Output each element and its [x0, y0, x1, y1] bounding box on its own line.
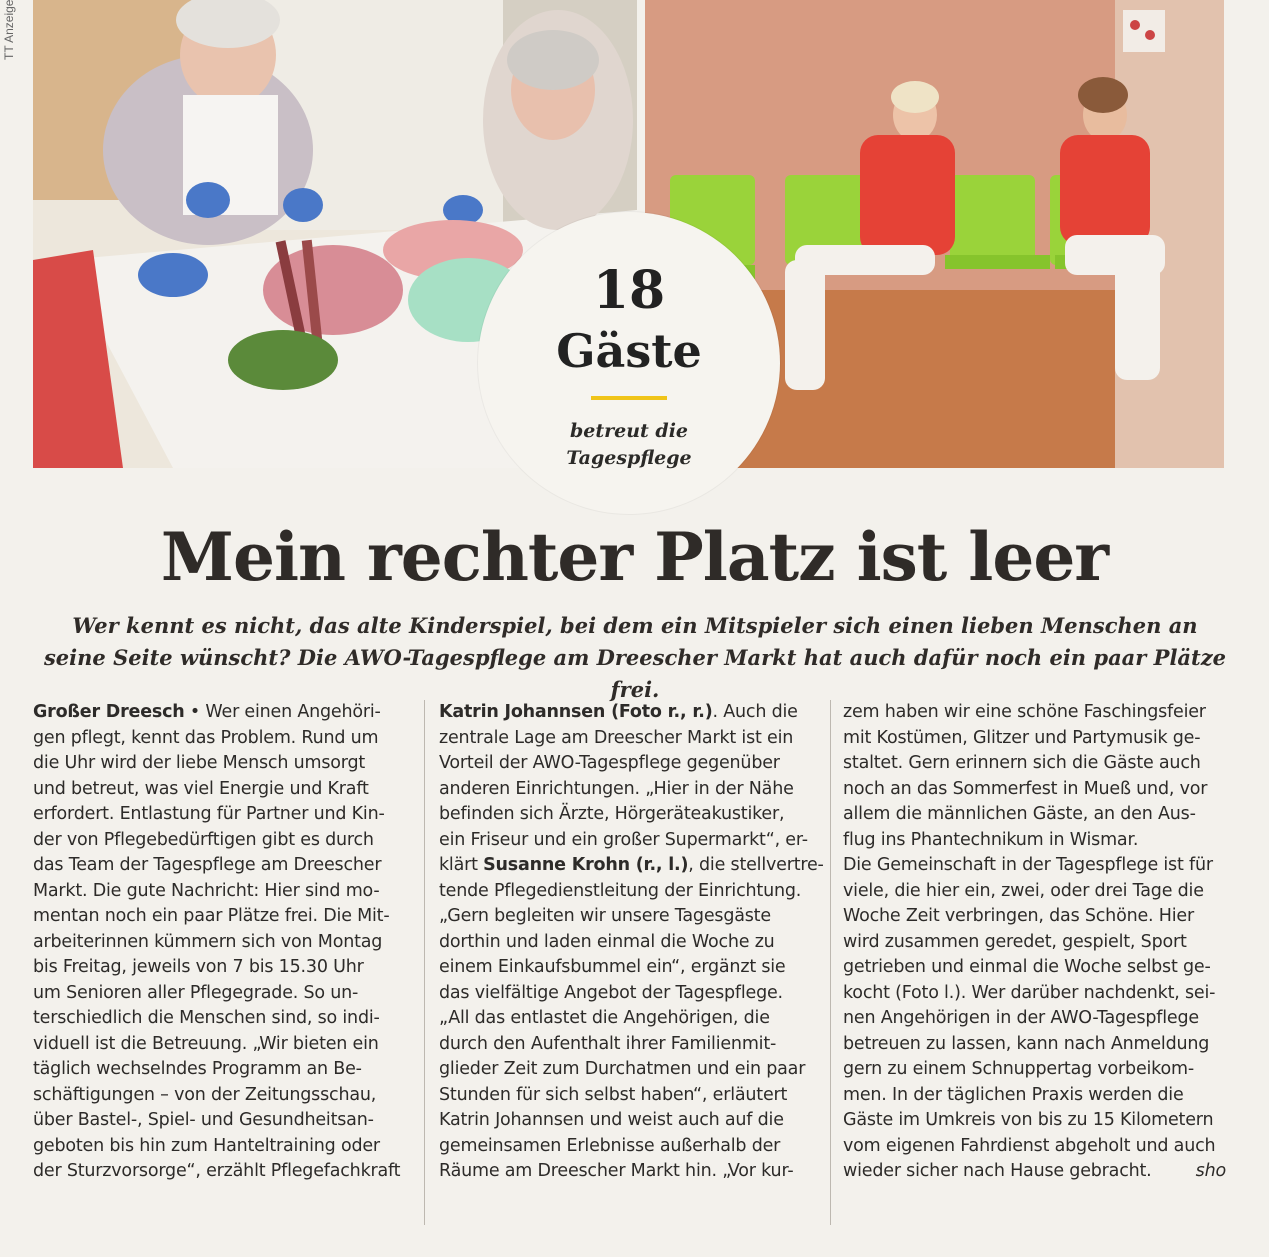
- author-signature: sho: [1195, 1161, 1226, 1181]
- badge-accent-rule: [591, 396, 667, 400]
- text-line: der Sturzvorsorge“, erzählt Pflegefachkraft: [33, 1161, 401, 1181]
- text-line: die Uhr wird der liebe Mensch umsorgt: [33, 753, 366, 773]
- badge-caption-line: betreut die: [569, 420, 689, 442]
- text-line: und betreut, was viel Energie und Kraft: [33, 778, 369, 799]
- text-line: betreuen zu lassen, kann nach Anmeldung: [843, 1033, 1210, 1054]
- text-line: einem Einkaufsbummel ein“, ergänzt sie: [439, 957, 786, 977]
- text-line: dorthin und laden einmal die Woche zu: [439, 931, 775, 952]
- text-line: viduell ist die Betreuung. „Wir bieten ein: [33, 1033, 379, 1054]
- side-tag: TT Anzeige: [2, 0, 16, 60]
- text-fragment: , die stellvertre-: [688, 855, 824, 875]
- text-line: Katrin Johannsen und weist auch auf die: [439, 1110, 784, 1130]
- badge-caption-line: Tagespflege: [566, 447, 692, 469]
- text-line: nen Angehörigen in der AWO-Tagespflege: [843, 1008, 1199, 1028]
- text-line: kocht (Foto l.). Wer darüber nachdenkt, sei-: [843, 982, 1216, 1003]
- text-line: Woche Zeit verbringen, das Schöne. Hier: [843, 906, 1194, 926]
- text-line: „All das entlastet die Angehörigen, die: [439, 1008, 770, 1028]
- dateline: Großer Dreesch: [33, 702, 185, 722]
- text-line: das Team der Tagespflege am Dreescher: [33, 855, 382, 875]
- text-line: „Gern begleiten wir unsere Tagesgäste: [439, 906, 771, 926]
- text-fragment: wieder sicher nach Hause gebracht.: [843, 1161, 1152, 1181]
- text-line: mentan noch ein paar Plätze frei. Die Mit-: [33, 906, 390, 926]
- text-line: staltet. Gern erinnern sich die Gäste auch: [843, 753, 1201, 773]
- text-line: arbeiterinnen kümmern sich von Montag: [33, 931, 383, 952]
- text-fragment: Wer einen Angehöri-: [205, 702, 381, 722]
- text-line: Markt. Die gute Nachricht: Hier sind mo-: [33, 880, 380, 901]
- text-line: das vielfältige Angebot der Tagespflege.: [439, 982, 783, 1003]
- text-line: bis Freitag, jeweils von 7 bis 15.30 Uhr: [33, 957, 364, 977]
- article-column-3: [843, 700, 1226, 1185]
- text-line: terschiedlich die Menschen sind, so indi-: [33, 1008, 380, 1028]
- stat-badge: [478, 212, 780, 514]
- person-name: Susanne Krohn (r., l.): [483, 855, 689, 875]
- separator: •: [189, 702, 201, 722]
- badge-number: 18: [592, 260, 666, 321]
- text-line: Gäste im Umkreis von bis zu 15 Kilometern: [843, 1110, 1214, 1130]
- text-line: [439, 700, 817, 726]
- text-line: erfordert. Entlastung für Partner und Kin-: [33, 804, 385, 824]
- text-line: der von Pflegebedürftigen gibt es durch: [33, 829, 374, 850]
- text-line: über Bastel-, Spiel- und Gesundheitsan-: [33, 1110, 374, 1130]
- text-line: [439, 853, 824, 879]
- text-line: getrieben und einmal die Woche selbst ge-: [843, 957, 1211, 977]
- text-line: Stunden für sich selbst haben“, erläutert: [439, 1084, 788, 1105]
- text-line: durch den Aufenthalt ihrer Familienmit-: [439, 1033, 777, 1054]
- text-line: befinden sich Ärzte, Hörgeräteakustiker,: [439, 804, 785, 824]
- text-line: viele, die hier ein, zwei, oder drei Tage die: [843, 880, 1204, 901]
- text-line: wird zusammen geredet, gespielt, Sport: [843, 931, 1187, 952]
- text-line: gern zu einem Schnuppertag vorbeikom-: [843, 1059, 1194, 1079]
- text-line: glieder Zeit zum Durchatmen und ein paar: [439, 1059, 806, 1079]
- text-line: allem die männlichen Gäste, an den Aus-: [843, 804, 1196, 824]
- column-divider: [424, 700, 425, 1225]
- text-line: noch an das Sommerfest in Mueß und, vor: [843, 778, 1208, 799]
- text-line: men. In der täglichen Praxis werden die: [843, 1084, 1184, 1105]
- text-line: gen pflegt, kennt das Problem. Rund um: [33, 727, 379, 748]
- text-line: Vorteil der AWO-Tagespflege gegenüber: [439, 753, 780, 773]
- text-fragment: . Auch die: [712, 702, 798, 722]
- text-line: täglich wechselndes Programm an Be-: [33, 1059, 362, 1079]
- text-line: zentrale Lage am Dreescher Markt ist ein: [439, 727, 794, 748]
- text-line: ein Friseur und ein großer Supermarkt“, er-: [439, 829, 808, 850]
- lead-paragraph: Wer kennt es nicht, das alte Kinderspiel, bei dem ein Mitspieler sich einen lieben Menschen an seine Seite wünscht? Die AWO-Tagespflege am Dreescher Markt hat auch dafür noch ein paar Plätze frei.: [43, 613, 1227, 702]
- text-line: anderen Einrichtungen. „Hier in der Nähe: [439, 778, 794, 799]
- text-line: um Senioren aller Pflegegrade. So un-: [33, 982, 359, 1003]
- text-line: schäftigungen – von der Zeitungsschau,: [33, 1084, 377, 1105]
- article-column-1: [33, 700, 409, 1185]
- person-name: Katrin Johannsen (Foto r., r.): [439, 702, 713, 722]
- badge-caption: [478, 418, 780, 472]
- headline: Mein rechter Platz ist leer: [160, 518, 1109, 596]
- column-divider: [830, 700, 831, 1225]
- badge-word: Gäste: [556, 324, 702, 378]
- text-line: geboten bis hin zum Hanteltraining oder: [33, 1135, 380, 1156]
- text-line: tende Pflegedienstleitung der Einrichtung.: [439, 880, 802, 901]
- text-line: flug ins Phantechnikum in Wismar.: [843, 829, 1139, 850]
- text-line: gemeinsamen Erlebnisse außerhalb der: [439, 1135, 781, 1156]
- text-line: Räume am Dreescher Markt hin. „Vor kur-: [439, 1161, 794, 1181]
- article-column-2: [439, 700, 824, 1185]
- text-line: zem haben wir eine schöne Faschingsfeier: [843, 702, 1206, 722]
- text-line: mit Kostümen, Glitzer und Partymusik ge-: [843, 727, 1201, 748]
- text-fragment: klärt: [439, 855, 484, 875]
- text-line: Die Gemeinschaft in der Tagespflege ist für: [843, 855, 1213, 875]
- text-line: [33, 700, 409, 726]
- text-line: vom eigenen Fahrdienst abgeholt und auch: [843, 1135, 1216, 1156]
- text-line: [843, 1159, 1226, 1185]
